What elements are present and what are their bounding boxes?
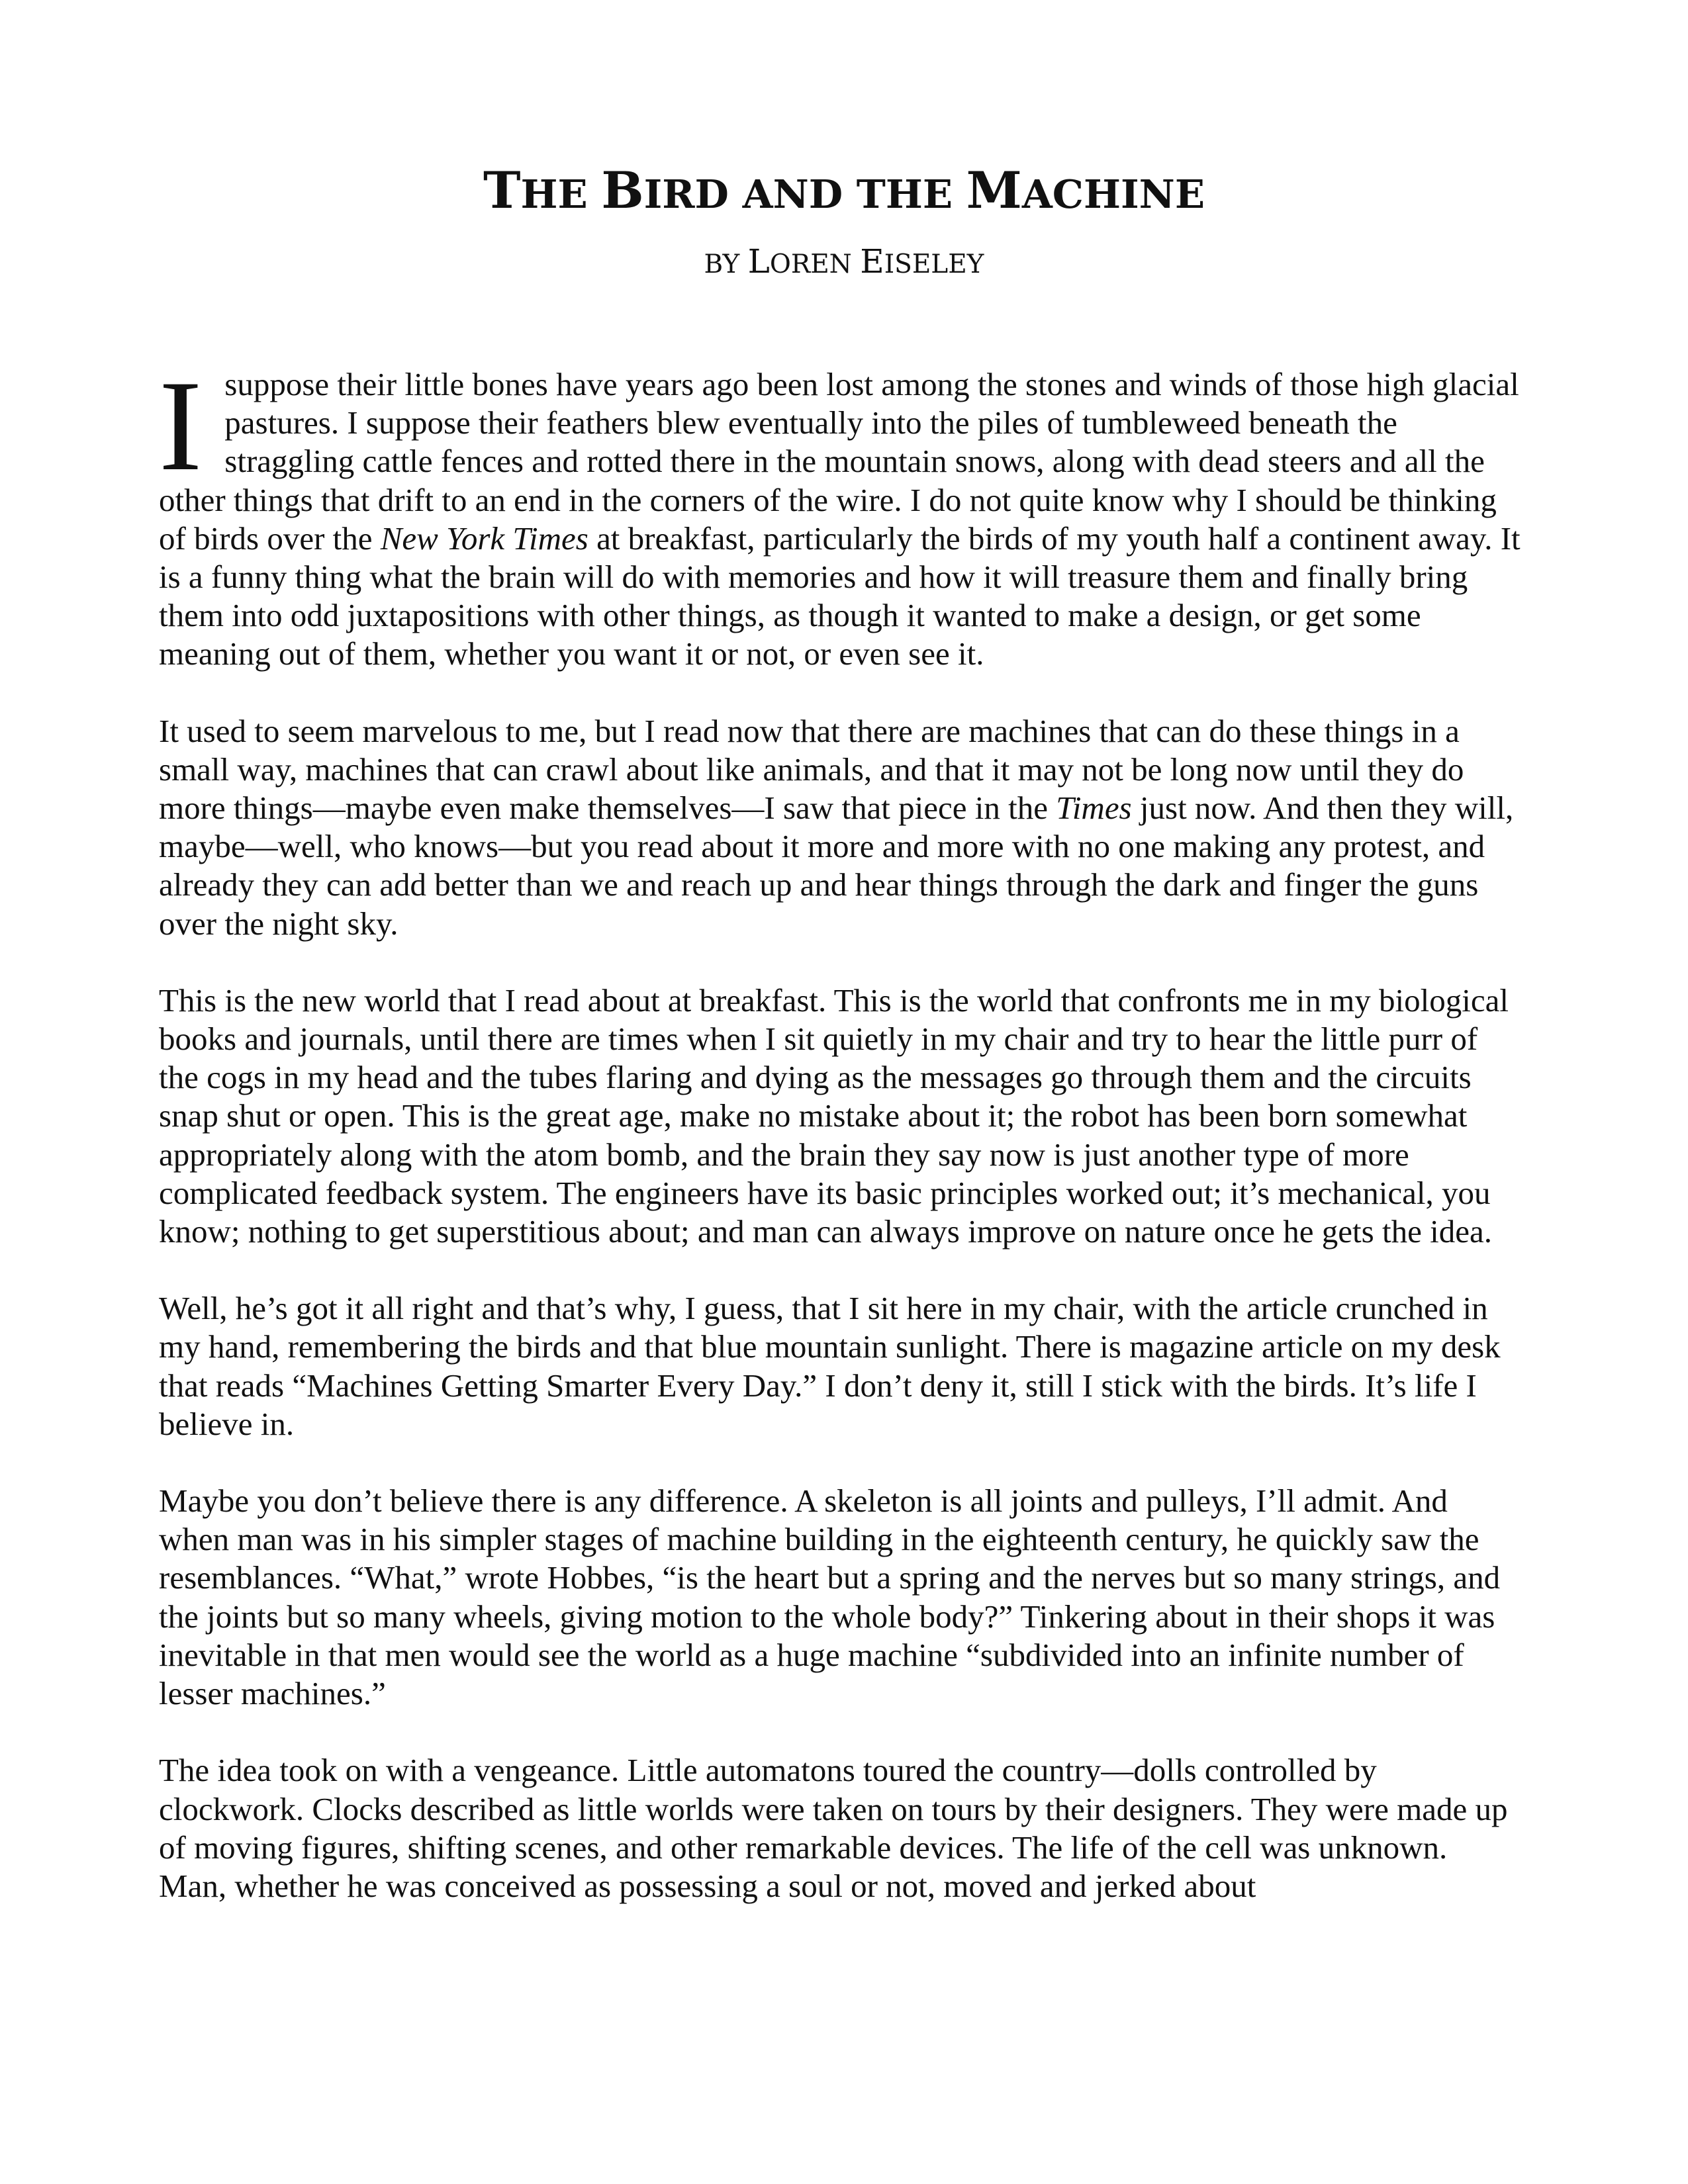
byline-first-rest: OREN bbox=[769, 250, 861, 279]
paragraph-5: Maybe you don’t believe there is any difference. A skeleton is all joints and pulleys, I’ll admit. And when man was in his simpler stages of machine building in the eighteenth century, he quickly saw the resemblances. “What,” wrote Hobbes, “is the heart but a spring and the nerves but so many strings, and the joints but so many wheels, giving motion to the whole body?” Tinkering about in their shops it was inevitable in that men would see the world as a huge machine “subdivided into an infinite number of lesser machines.” bbox=[159, 1482, 1501, 1712]
title-smallcaps-achine: ACHINE bbox=[1021, 171, 1205, 217]
document-body bbox=[159, 354, 1523, 1944]
title-cap-t: T bbox=[483, 161, 521, 220]
drop-cap: I bbox=[159, 354, 203, 498]
byline-by: BY bbox=[704, 250, 748, 279]
byline-last-rest: ISELEY bbox=[884, 250, 984, 279]
document-byline bbox=[0, 238, 1688, 288]
paragraph-6: The idea took on with a vengeance. Little automatons toured the country—dolls controlled by clockwork. Clocks described as little worlds were taken on tours by their designers. They were made up of moving figures, shifting scenes, and other remarkable devices. The life of the cell was unknown. Man, whether he was conceived as possessing a soul or not, moved and jerked about bbox=[159, 1752, 1508, 1904]
paragraph-1-text-before: suppose their little bones have years ago been lost among the stones and winds of those high glacial pastures. I suppose their feathers blew eventually into the piles of tumbleweed beneath the straggling cattle fences and rotted there in the mountain snows, along with dead steers and all the other things that drift to an end in the corners of the wire. I do not quite know why I should be thinking of birds over the bbox=[159, 366, 1519, 557]
title-cap-m: M bbox=[966, 161, 1022, 220]
paragraph-1 bbox=[159, 354, 1523, 674]
document-title bbox=[0, 158, 1688, 227]
paragraph-2 bbox=[159, 712, 1523, 943]
paragraph-2-italic-title: Times bbox=[1056, 790, 1132, 827]
paragraph-4: Well, he’s got it all right and that’s why, I guess, that I sit here in my chair, with the article crunched in my hand, remembering the birds and that blue mountain sunlight. There is magazine article on my desk that reads “Machines Getting Smarter Every Day.” I don’t deny it, still I stick with the birds. It’s life I believe in. bbox=[159, 1290, 1501, 1442]
paragraph-2-text-before: It used to seem marvelous to me, but I read now that there are machines that can do these things in a small way, machines that can crawl about like animals, and that it may not be long now until they do more things—maybe even make themselves—I saw that piece in the bbox=[159, 712, 1464, 827]
paragraph-1-italic-title: New York Times bbox=[380, 520, 588, 557]
paragraph-3: This is the new world that I read about at breakfast. This is the world that confronts me in my biological books and journals, until there are times when I sit quietly in my chair and try to hear the little purr of the cogs in my head and the tubes flaring and dying as the messages go through them and the circuits snap shut or open. This is the great age, make no mistake about it; the robot has been born somewhat appropriately along with the atom bomb, and the brain they say now is just another type of more complicated feedback system. The engineers have its basic principles worked out; it’s mechanical, you know; nothing to get superstitious about; and man can always improve on nature once he gets the idea. bbox=[159, 981, 1509, 1250]
byline-cap-e: E bbox=[860, 242, 884, 281]
byline-cap-l: L bbox=[747, 242, 770, 281]
paragraph-1-text-after: at breakfast, particularly the birds of my youth half a continent away. It is a funny thing what the brain will do with memories and how it will treasure them and finally bring them into odd juxtapositions with other things, as though it wanted to make a design, or get some meaning out of them, whether you want it or not, or even see it. bbox=[159, 520, 1521, 672]
title-smallcaps-ird: IRD AND THE bbox=[643, 171, 966, 217]
title-cap-b: B bbox=[601, 161, 644, 220]
paragraph-2-text-after: just now. And then they will, maybe—well, who knows—but you read about it more and more with no one making any protest, and already they can add better than we and reach up and hear things through the dark and finger the guns over the night sky. bbox=[159, 790, 1514, 942]
title-smallcaps-he: HE bbox=[520, 171, 602, 217]
